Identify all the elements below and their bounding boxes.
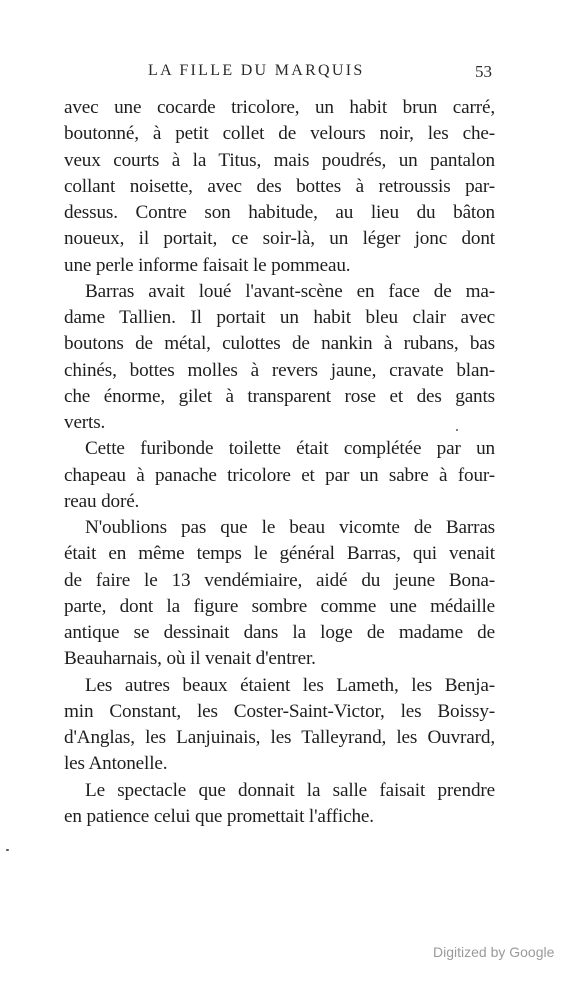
text-line: Cette furibonde toilette était complétée par un <box>85 438 495 460</box>
text-line: avec une cocarde tricolore, un habit brun carré, <box>64 97 495 118</box>
text-line: chapeau à panache tricolore et par un sabre à four- <box>64 464 495 486</box>
text-line: antique se dessinait dans la loge de madame de <box>64 622 495 643</box>
text-line: noueux, il portait, ce soir-là, un léger jonc dont <box>64 228 495 250</box>
text-line: verts. <box>64 412 106 433</box>
text-line: en patience celui que promettait l'affiche. <box>64 805 374 827</box>
running-title: LA FILLE DU MARQUIS <box>148 62 365 79</box>
text-line: les Antonelle. <box>64 753 168 775</box>
text-line: Barras avait loué l'avant-scène en face de ma- <box>85 280 495 302</box>
text-line: Les autres beaux étaient les Lameth, les Benja- <box>85 674 495 696</box>
text-line: de faire le 13 vendémiaire, aidé du jeune Bona- <box>64 569 495 591</box>
text-line: dame Tallien. Il portait un habit bleu clair avec <box>64 307 495 328</box>
scan-speck <box>456 429 458 431</box>
text-line: d'Anglas, les Lanjuinais, les Talleyrand, les Ouvrard, <box>64 727 495 748</box>
text-line: collant noisette, avec des bottes à retroussis par- <box>64 175 495 197</box>
text-line: dessus. Contre son habitude, au lieu du bâton <box>64 202 495 223</box>
text-line: Le spectacle que donnait la salle faisait prendre <box>85 779 495 801</box>
text-line: boutons de métal, culottes de nankin à rubans, bas <box>64 333 495 355</box>
scan-speck <box>6 849 9 851</box>
digitized-credit: Digitized by Google <box>433 944 555 960</box>
text-line: N'oublions pas que le beau vicomte de Barras <box>85 517 495 538</box>
text-line: Beauharnais, où il venait d'entrer. <box>64 648 316 670</box>
text-line: parte, dont la figure sombre comme une médaille <box>64 595 495 617</box>
text-line: boutonné, à petit collet de velours noir, les che- <box>64 123 495 145</box>
body-text <box>64 95 495 830</box>
text-line: min Constant, les Coster-Saint-Victor, les Boissy- <box>64 700 495 722</box>
text-line: était en même temps le général Barras, qui venait <box>64 543 495 565</box>
text-line: veux courts à la Titus, mais poudrés, un pantalon <box>64 149 495 171</box>
text-line: reau doré. <box>64 490 140 512</box>
text-line: une perle informe faisait le pommeau. <box>64 254 351 276</box>
page-number: 53 <box>475 62 492 81</box>
text-line: che énorme, gilet à transparent rose et des gants <box>64 385 495 407</box>
page-header <box>0 62 575 86</box>
text-line: chinés, bottes molles à revers jaune, cravate blan- <box>64 359 495 381</box>
